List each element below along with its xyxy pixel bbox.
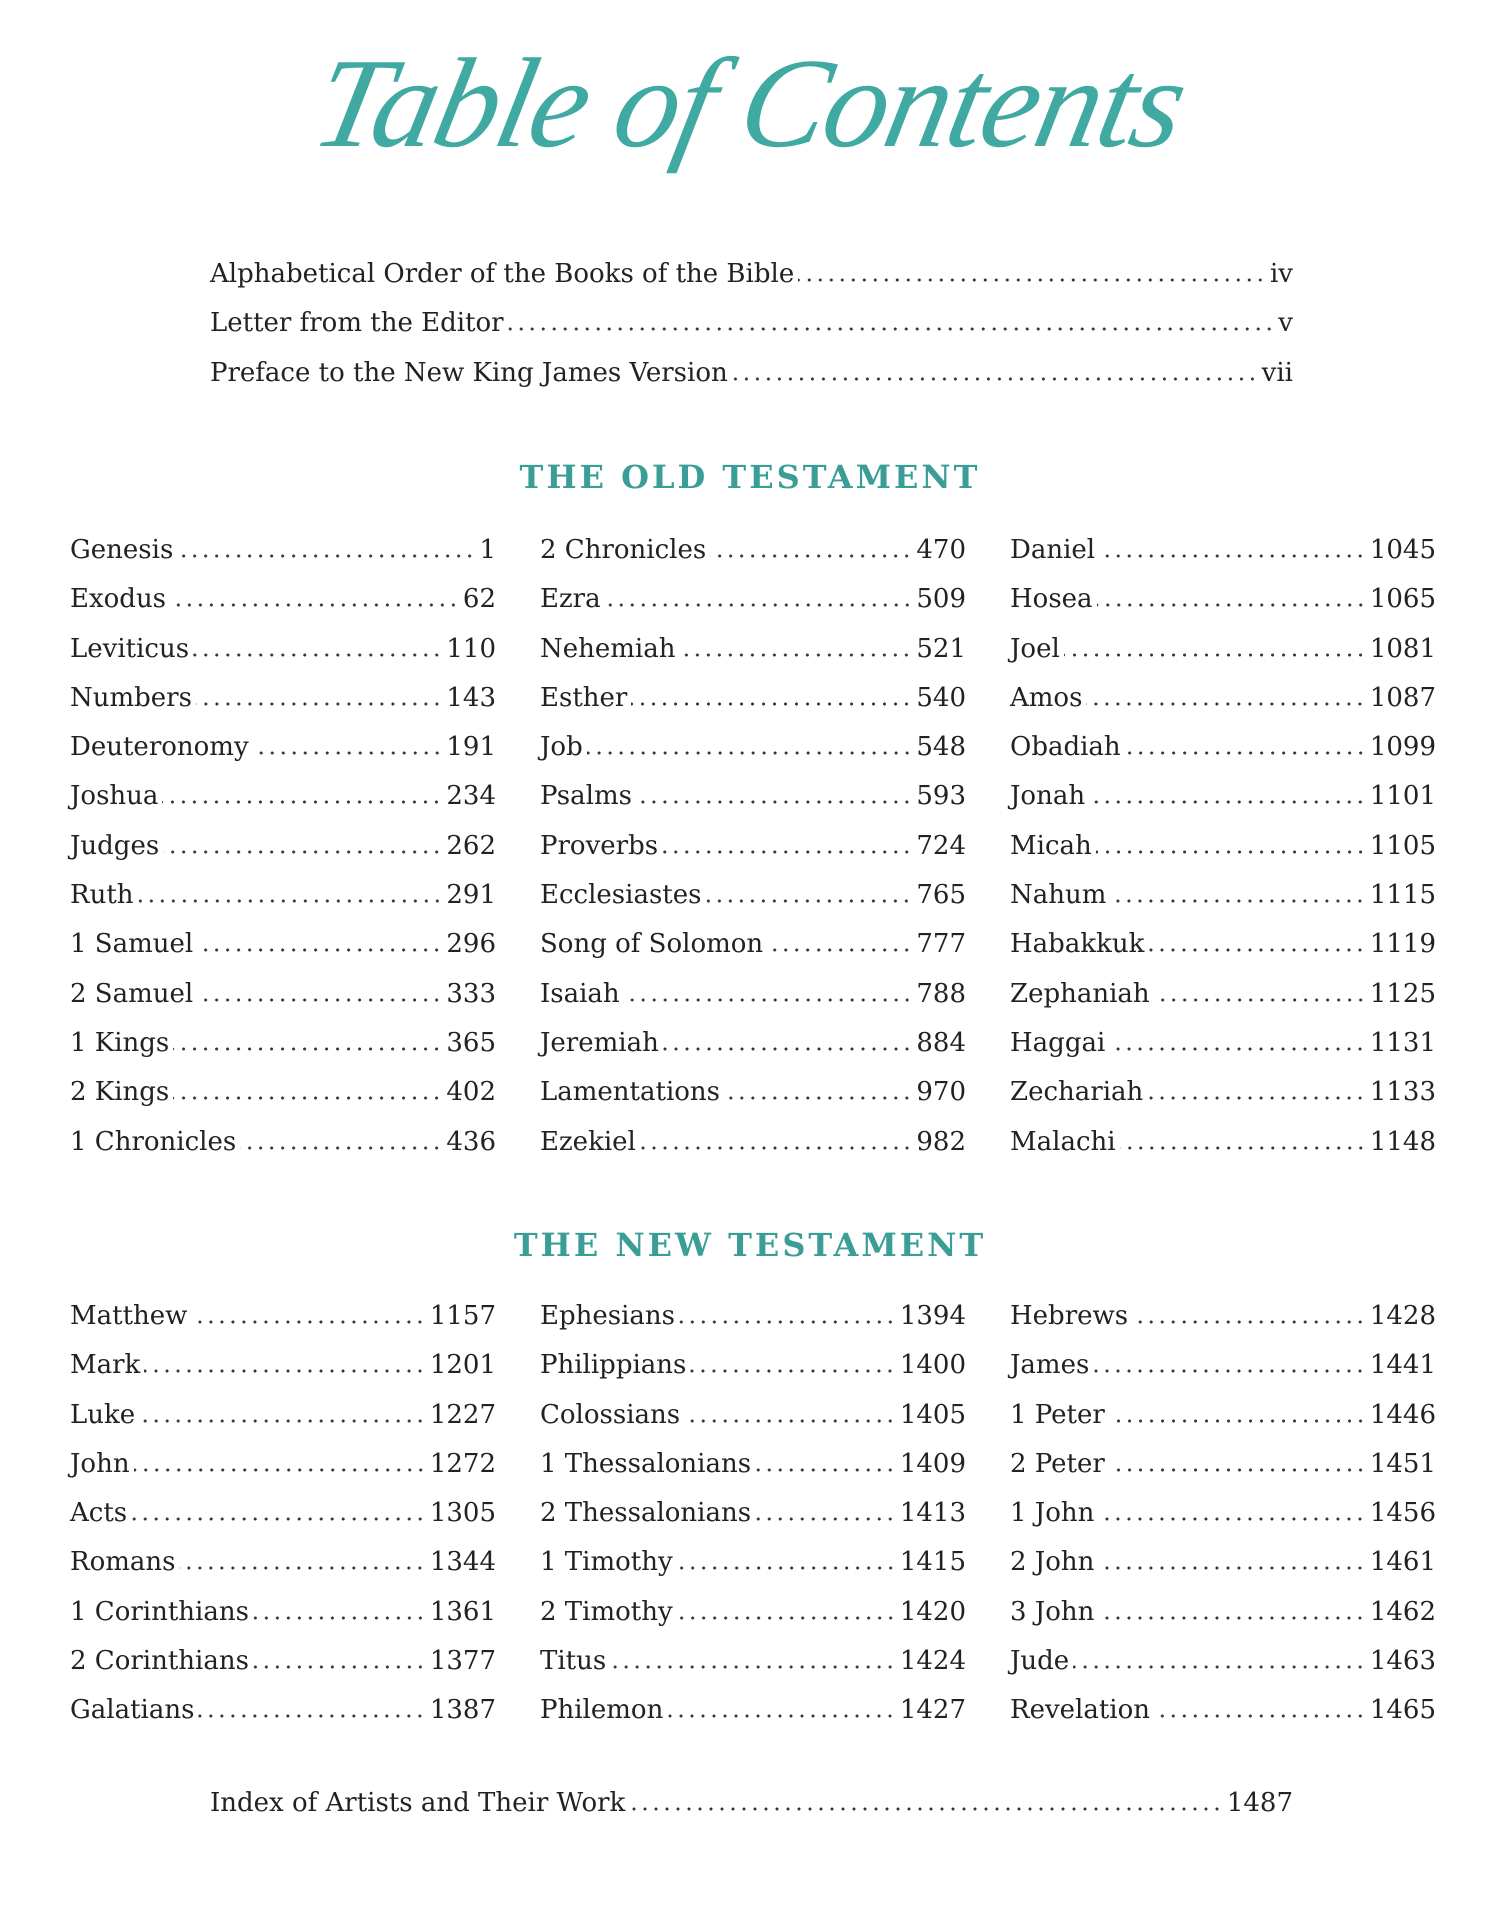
book-name: Song of Solomon [540,929,764,960]
book-name: Esther [540,682,628,713]
book-name: 1 Corinthians [70,1596,249,1627]
dot-leader [1132,1320,1366,1324]
dot-leader [1096,850,1366,854]
book-name: Judges [70,830,160,861]
book-page: 1201 [429,1350,496,1381]
dot-leader [724,1096,912,1100]
book-name: Acts [70,1498,128,1529]
book-page: 1087 [1369,682,1436,713]
dot-leader [197,998,442,1002]
book-entry[interactable] [540,1068,966,1117]
book-page: 1131 [1369,1027,1436,1058]
book-name: 2 Peter [1010,1448,1105,1479]
dot-leader [690,1369,895,1373]
book-entry[interactable] [540,1341,966,1390]
book-page: 724 [916,830,966,861]
book-name: 1 Chronicles [70,1126,237,1157]
book-page: 333 [446,978,496,1009]
book-entry[interactable] [540,772,966,821]
book-page: 1428 [1369,1301,1436,1331]
book-name: James [1010,1350,1090,1381]
book-page: 1148 [1369,1126,1436,1157]
dot-leader [173,1096,442,1100]
book-page: 1115 [1369,880,1436,911]
book-page: 1409 [899,1448,966,1479]
book-page: 296 [446,929,496,960]
dot-leader [662,850,912,854]
toc-entry[interactable] [210,250,1293,299]
dot-leader [624,998,913,1002]
dot-leader [710,554,912,558]
old-testament-heading: THE OLD TESTAMENT [519,458,981,496]
dot-leader [667,1714,896,1718]
book-entry[interactable] [540,1588,966,1637]
book-column [1010,526,1436,1167]
dot-leader [587,751,913,755]
dot-leader [253,1665,426,1669]
entry-title: Preface to the New King James Version [210,357,728,388]
book-page: 982 [916,1126,966,1157]
dot-leader [1089,800,1366,804]
book-name: Ruth [70,880,134,911]
book-name: Joshua [70,781,159,812]
book-entry[interactable] [70,920,496,969]
book-name: 1 John [1010,1498,1095,1529]
book-name: 2 John [1010,1547,1095,1578]
book-page: 1305 [429,1498,496,1529]
book-page: 1462 [1369,1596,1436,1627]
book-name: 1 Kings [70,1027,170,1058]
book-name: Proverbs [540,830,659,861]
book-page: 1377 [429,1646,496,1677]
book-entry[interactable] [540,1019,966,1068]
book-page: 1119 [1369,929,1436,960]
book-entry[interactable] [1010,1292,1436,1341]
book-page: 1227 [429,1399,496,1430]
dot-leader [1109,1419,1366,1423]
book-name: Exodus [70,584,167,615]
book-page: 777 [916,929,966,960]
book-page: 1420 [899,1596,966,1627]
new-testament-heading: THE NEW TESTAMENT [513,1226,987,1264]
book-column [70,526,496,1167]
book-page: 1405 [899,1399,966,1430]
dot-leader [196,702,442,706]
book-name: Obadiah [1010,732,1121,763]
book-page: 291 [446,880,496,911]
dot-leader [677,1566,896,1570]
book-entry[interactable] [1010,822,1436,871]
book-name: Hebrews [1010,1301,1129,1331]
entry-page: v [1278,308,1293,339]
book-page: 1272 [429,1448,496,1479]
book-page: 1133 [1369,1077,1436,1108]
book-name: 1 Peter [1010,1399,1105,1430]
book-entry[interactable] [70,1341,496,1390]
book-name: Galatians [70,1695,195,1726]
dot-leader [1097,603,1366,607]
book-entry[interactable] [540,1637,966,1686]
book-name: 2 Thessalonians [540,1498,752,1529]
book-name: Genesis [70,535,174,565]
book-page: 1099 [1369,732,1436,763]
book-name: Zephaniah [1010,978,1150,1009]
book-entry[interactable] [70,1588,496,1637]
dot-leader [134,1468,426,1472]
book-entry[interactable] [540,674,966,723]
book-entry[interactable] [1010,970,1436,1019]
dot-leader [1154,998,1366,1002]
dot-leader [173,1047,442,1051]
book-entry[interactable] [1010,1637,1436,1686]
dot-leader [663,1047,913,1051]
book-entry[interactable] [1010,1068,1436,1117]
book-entry[interactable] [540,1686,966,1735]
book-entry[interactable] [540,1391,966,1440]
dot-leader [1109,1047,1366,1051]
book-name: Malachi [1010,1126,1116,1157]
book-name: Job [540,732,583,763]
dot-leader [1098,1616,1365,1620]
book-entry[interactable] [540,1538,966,1587]
book-name: 2 Chronicles [540,535,707,565]
dot-leader [1147,1096,1366,1100]
book-page: 765 [916,880,966,911]
book-name: John [70,1448,130,1479]
book-page: 970 [916,1077,966,1108]
book-page: 884 [916,1027,966,1058]
book-page: 110 [446,633,496,664]
dot-leader [677,1616,896,1620]
dot-leader [198,1714,425,1718]
page-title: Table of Contents [302,32,1198,174]
book-page: 470 [916,535,966,565]
book-name: Romans [70,1547,176,1578]
book-name: Ezra [540,584,601,615]
book-entry[interactable] [1010,772,1436,821]
book-entry[interactable] [70,575,496,624]
book-name: Hosea [1010,584,1093,615]
book-entry[interactable] [1010,674,1436,723]
dot-leader [1093,1369,1366,1373]
book-column [70,1292,496,1736]
book-name: Revelation [1010,1695,1151,1726]
book-entry[interactable] [540,871,966,920]
book-page: 1101 [1369,781,1436,812]
book-page: 540 [916,682,966,713]
book-entry[interactable] [1010,1019,1436,1068]
dot-leader [138,899,443,903]
dot-leader [684,1419,896,1423]
book-entry[interactable] [70,526,496,575]
book-name: Deuteronomy [70,732,249,763]
book-name: Matthew [70,1301,188,1331]
book-page: 1065 [1369,584,1436,615]
book-name: Lamentations [540,1077,721,1108]
book-page: 365 [446,1027,496,1058]
dot-leader [162,800,442,804]
book-entry[interactable] [70,625,496,674]
dot-leader [640,1146,913,1150]
book-entry[interactable] [540,723,966,772]
book-entry[interactable] [70,1538,496,1587]
book-entry[interactable] [540,970,966,1019]
book-page: 509 [916,584,966,615]
dot-leader [679,653,912,657]
book-name: Ezekiel [540,1126,636,1157]
book-entry[interactable] [540,1489,966,1538]
book-entry[interactable] [540,526,966,575]
dot-leader [1125,751,1366,755]
book-entry[interactable] [70,822,496,871]
book-page: 1387 [429,1695,496,1726]
toc-entry[interactable] [210,349,1293,398]
book-entry[interactable] [1010,871,1436,920]
dot-leader [631,702,912,706]
dot-leader [177,554,475,558]
book-name: Mark [70,1350,141,1381]
entry-title: Alphabetical Order of the Books of the Bible [210,259,795,289]
book-entry[interactable] [1010,1341,1436,1390]
dot-leader [755,1468,896,1472]
book-entry[interactable] [1010,1489,1436,1538]
book-page: 1461 [1369,1547,1436,1578]
book-entry[interactable] [70,674,496,723]
book-name: 1 Timothy [540,1547,673,1578]
dot-leader [179,1566,425,1570]
book-entry[interactable] [70,1489,496,1538]
entry-title: Index of Artists and Their Work [210,1788,626,1818]
book-page: 234 [446,781,496,812]
book-entry[interactable] [1010,575,1436,624]
book-page: 1344 [429,1547,496,1578]
book-page: 436 [446,1126,496,1157]
book-name: Luke [70,1399,136,1430]
dot-leader [705,899,912,903]
book-entry[interactable] [540,822,966,871]
dot-leader [144,1369,426,1373]
entry-page: iv [1269,259,1293,289]
book-column [1010,1292,1436,1736]
book-name: Jonah [1010,781,1086,812]
book-page: 1361 [429,1596,496,1627]
book-entry[interactable] [70,1068,496,1117]
book-name: 2 Corinthians [70,1646,249,1677]
book-entry[interactable] [1010,625,1436,674]
dot-leader [1110,899,1365,903]
book-column [540,1292,966,1736]
book-name: 1 Thessalonians [540,1448,752,1479]
dot-leader [253,1616,426,1620]
book-entry[interactable] [1010,1686,1436,1735]
book-name: Leviticus [70,633,190,664]
back-matter-list [210,1779,1293,1828]
book-name: Jeremiah [540,1027,659,1058]
book-entry[interactable] [70,871,496,920]
book-name: Nahum [1010,880,1107,911]
book-name: 3 John [1010,1596,1095,1627]
book-entry[interactable] [1010,1588,1436,1637]
book-entry[interactable] [70,1019,496,1068]
dot-leader [240,1146,442,1150]
book-page: 1394 [899,1301,966,1331]
dot-leader [1148,948,1365,952]
book-name: Ecclesiastes [540,880,702,911]
book-name: 2 Samuel [70,978,194,1009]
entry-page: 1487 [1226,1788,1293,1818]
book-name: 2 Timothy [540,1596,673,1627]
book-entry[interactable] [1010,1440,1436,1489]
book-page: 1081 [1369,633,1436,664]
book-page: 143 [446,682,496,713]
book-page: 1413 [899,1498,966,1529]
book-page: 1045 [1369,535,1436,565]
book-entry[interactable] [540,1292,966,1341]
dot-leader [139,1419,426,1423]
book-page: 1446 [1369,1399,1436,1430]
toc-entry[interactable] [210,299,1293,348]
book-entry[interactable] [540,920,966,969]
book-page: 1456 [1369,1498,1436,1529]
book-name: Philemon [540,1695,664,1726]
dot-leader [1109,1468,1366,1472]
book-name: Titus [540,1646,607,1677]
dot-leader [767,948,912,952]
book-entry[interactable] [70,1292,496,1341]
book-entry[interactable] [1010,1538,1436,1587]
dot-leader [197,948,442,952]
book-page: 191 [446,732,496,763]
book-page: 1463 [1369,1646,1436,1677]
book-page: 1105 [1369,830,1436,861]
book-name: Ephesians [540,1301,676,1331]
dot-leader [732,377,1258,381]
book-entry[interactable] [540,575,966,624]
book-entry[interactable] [1010,1118,1436,1167]
book-entry[interactable] [70,1440,496,1489]
book-name: Psalms [540,781,632,812]
front-matter-list [210,250,1293,398]
dot-leader [1098,1517,1365,1521]
book-page: 788 [916,978,966,1009]
dot-leader [629,1807,1223,1811]
book-page: 1157 [429,1301,496,1331]
dot-leader [1120,1146,1366,1150]
book-name: 2 Kings [70,1077,170,1108]
book-column [540,526,966,1167]
book-entry[interactable] [1010,920,1436,969]
dot-leader [1073,1665,1366,1669]
book-entry[interactable] [70,1391,496,1440]
book-name: Philippians [540,1350,687,1381]
book-page: 593 [916,781,966,812]
book-page: 548 [916,732,966,763]
book-name: Numbers [70,682,192,713]
toc-entry[interactable] [210,1779,1293,1828]
book-name: Jude [1010,1646,1070,1677]
book-name: 1 Samuel [70,929,194,960]
book-entry[interactable] [1010,526,1436,575]
book-page: 1441 [1369,1350,1436,1381]
book-page: 402 [446,1077,496,1108]
book-entry[interactable] [70,1686,496,1735]
dot-leader [755,1517,896,1521]
dot-leader [170,603,459,607]
book-entry[interactable] [70,723,496,772]
book-entry[interactable] [1010,1391,1436,1440]
dot-leader [193,653,442,657]
book-name: Daniel [1010,535,1096,565]
book-name: Habakkuk [1010,929,1145,960]
book-entry[interactable] [540,1440,966,1489]
book-name: Zechariah [1010,1077,1144,1108]
dot-leader [131,1517,426,1521]
book-entry[interactable] [1010,723,1436,772]
entry-page: vii [1261,357,1293,388]
book-page: 1424 [899,1646,966,1677]
book-name: Isaiah [540,978,620,1009]
dot-leader [1064,653,1366,657]
book-entry[interactable] [70,1118,496,1167]
book-entry[interactable] [70,1637,496,1686]
book-entry[interactable] [540,1118,966,1167]
book-page: 62 [462,584,496,615]
dot-leader [636,800,912,804]
entry-title: Letter from the Editor [210,308,504,339]
book-page: 262 [446,830,496,861]
book-entry[interactable] [70,970,496,1019]
book-page: 1427 [899,1695,966,1726]
dot-leader [1154,1714,1366,1718]
book-name: Joel [1010,633,1060,664]
dot-leader [508,327,1275,331]
dot-leader [1098,1566,1365,1570]
dot-leader [163,850,442,854]
book-page: 1415 [899,1547,966,1578]
dot-leader [610,1665,896,1669]
book-name: Nehemiah [540,633,676,664]
dot-leader [798,278,1266,282]
dot-leader [253,751,443,755]
book-name: Haggai [1010,1027,1106,1058]
dot-leader [1099,554,1366,558]
book-name: Amos [1010,682,1083,713]
dot-leader [605,603,913,607]
book-page: 1400 [899,1350,966,1381]
book-page: 1465 [1369,1695,1436,1726]
book-entry[interactable] [70,772,496,821]
dot-leader [1086,702,1365,706]
book-page: 1125 [1369,978,1436,1009]
book-page: 1451 [1369,1448,1436,1479]
dot-leader [679,1320,896,1324]
book-entry[interactable] [540,625,966,674]
book-page: 521 [916,633,966,664]
book-name: Colossians [540,1399,681,1430]
dot-leader [191,1320,425,1324]
book-page: 1 [479,535,496,565]
book-name: Micah [1010,830,1092,861]
